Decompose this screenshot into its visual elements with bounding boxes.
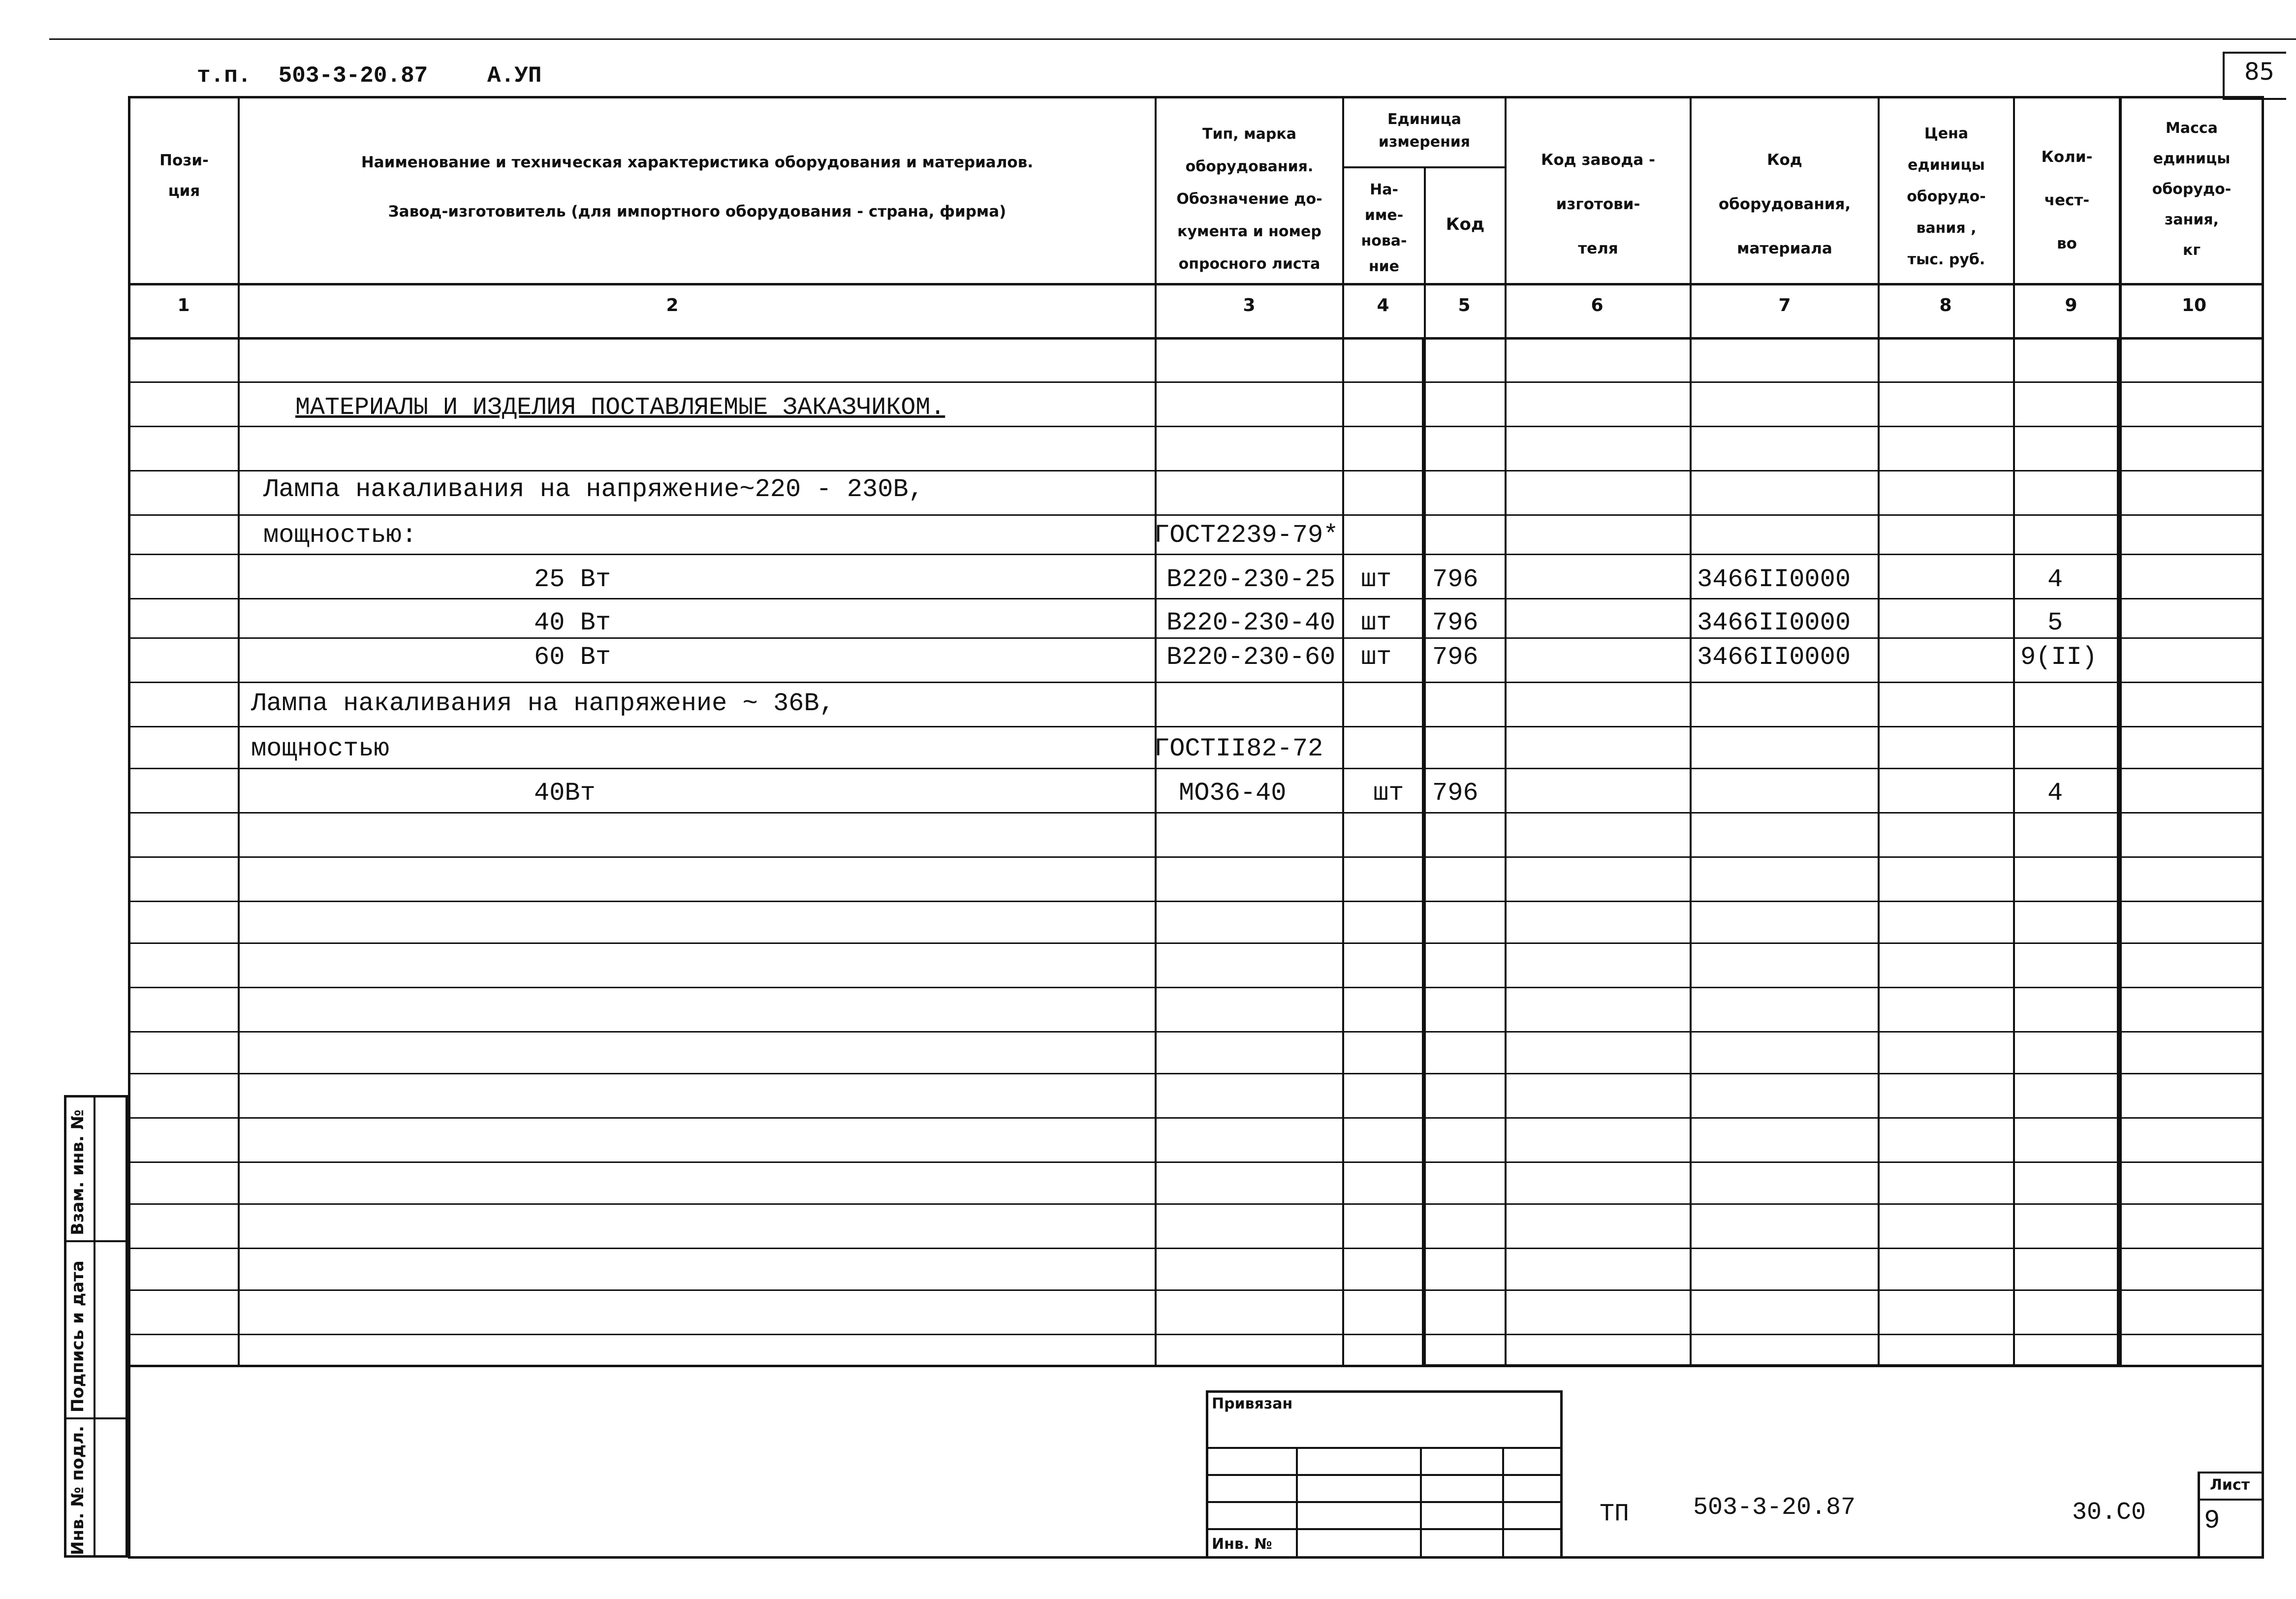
item1-type: В220-230-25 xyxy=(1166,565,1336,594)
privyazan-row-1 xyxy=(1206,1447,1563,1449)
row-rule xyxy=(128,726,2264,727)
row-rule xyxy=(128,856,2264,858)
doc-ref: т.п. 503-3-20.87 xyxy=(197,63,428,89)
item4-type: МО36-40 xyxy=(1179,779,1287,808)
row-rule xyxy=(128,381,2264,383)
item1-name: 25 Вт xyxy=(534,565,611,594)
item2-code: 796 xyxy=(1432,608,1478,637)
item1-code: 796 xyxy=(1432,565,1478,594)
header-col3: Тип, марка оборудования. Обозначение до- кумента и номер опросного листа xyxy=(1176,125,1322,273)
bottom-frame-left xyxy=(128,1367,130,1558)
lamp2-gost: ГОСТII82-72 xyxy=(1154,734,1323,763)
item4-name: 40Вт xyxy=(534,779,596,808)
item4-qty: 4 xyxy=(2047,779,2063,808)
row-rule xyxy=(128,637,2264,639)
sheet-box-top xyxy=(2198,1472,2264,1474)
row-rule xyxy=(128,812,2264,814)
privyazan-label: Привязан xyxy=(1212,1395,1293,1412)
lamp1-line2: мощностью: xyxy=(263,521,417,550)
colnum-3: 3 xyxy=(1243,295,1256,315)
bottom-frame-right xyxy=(2262,1367,2264,1559)
row-rule xyxy=(128,470,2264,471)
top-rule xyxy=(49,38,2296,40)
sheet-box-left xyxy=(2198,1472,2200,1558)
row-rule xyxy=(128,554,2264,555)
colnum-9: 9 xyxy=(2065,295,2077,315)
item1-unit: шт xyxy=(1361,565,1392,594)
item3-equip-code: 3466II0000 xyxy=(1697,643,1851,672)
item3-type: В220-230-60 xyxy=(1166,643,1336,672)
header-bottom-line xyxy=(128,283,2264,285)
item2-type: В220-230-40 xyxy=(1166,608,1336,637)
row-rule xyxy=(128,1334,2264,1335)
row-rule xyxy=(128,1073,2264,1074)
item1-qty: 4 xyxy=(2047,565,2063,594)
row-rule xyxy=(128,1203,2264,1205)
row-rule xyxy=(128,682,2264,683)
colnum-2: 2 xyxy=(666,295,679,315)
privyazan-row-4 xyxy=(1206,1528,1563,1530)
colnum-4: 4 xyxy=(1377,295,1389,315)
item3-code: 796 xyxy=(1432,643,1478,672)
header-col2: Наименование и техническая характеристика оборудования и материалов. Завод-изготовитель (для импортного оборудования - страна, фирма) xyxy=(361,154,1034,220)
header-col10: Масса единицы оборудо- зания, кг xyxy=(2152,120,2232,259)
colnum-6: 6 xyxy=(1591,295,1604,315)
privyazan-row-3 xyxy=(1206,1501,1563,1503)
side-sep-1 xyxy=(64,1240,128,1242)
side-strip-divider xyxy=(94,1095,95,1558)
lamp1-line1: Лампа накаливания на напряжение~220 - 230В, xyxy=(263,475,924,504)
row-rule xyxy=(128,1289,2264,1291)
side-label-inv-podl: Инв. № подл. xyxy=(68,1425,88,1555)
item2-qty: 5 xyxy=(2047,608,2063,637)
header-col8: Цена единицы оборудо- вания , тыс. руб. xyxy=(1907,125,1986,268)
inv-no-label: Инв. № xyxy=(1212,1536,1272,1553)
lamp2-line1: Лампа накаливания на напряжение ~ 36В, xyxy=(251,689,835,718)
row-rule xyxy=(128,1248,2264,1249)
row-rule xyxy=(128,1117,2264,1119)
privyazan-col-2 xyxy=(1420,1447,1422,1558)
privyazan-row-2 xyxy=(1206,1474,1563,1476)
header-col5: Код xyxy=(1446,215,1485,234)
header-col1: Пози- ция xyxy=(159,152,209,200)
side-label-signature: Подпись и дата xyxy=(68,1260,88,1412)
row-rule xyxy=(128,1161,2264,1163)
stamp-section: 30.С0 xyxy=(2072,1499,2146,1527)
code-columns-box xyxy=(1422,340,2120,1367)
item2-unit: шт xyxy=(1361,608,1392,637)
item3-qty: 9(II) xyxy=(2020,643,2098,672)
row-rule xyxy=(128,942,2264,944)
side-sep-2 xyxy=(64,1417,128,1419)
colnum-1: 1 xyxy=(177,295,190,315)
item2-name: 40 Вт xyxy=(534,608,611,637)
sheet-label: Лист xyxy=(2210,1476,2250,1494)
col-sep-2 xyxy=(1155,96,1157,1367)
section-title: МАТЕРИАЛЫ И ИЗДЕЛИЯ ПОСТАВЛЯЕМЫЕ ЗАКАЗЧИКОМ. xyxy=(295,394,945,422)
stamp-doc-number: 503-3-20.87 xyxy=(1693,1494,1856,1522)
item4-code: 796 xyxy=(1432,779,1478,808)
item2-equip-code: 3466II0000 xyxy=(1697,608,1851,637)
row-rule xyxy=(128,768,2264,769)
item4-unit: шт xyxy=(1373,779,1404,808)
sheet-number: 9 xyxy=(2204,1506,2220,1536)
page-number: 85 xyxy=(2244,58,2275,86)
sheet-box-mid xyxy=(2198,1499,2264,1501)
lamp1-gost: ГОСТ2239-79* xyxy=(1154,521,1339,550)
colnum-7: 7 xyxy=(1778,295,1791,315)
album-label: А.УП xyxy=(487,63,542,89)
header-col7: Код оборудования, материала xyxy=(1718,151,1851,257)
row-rule xyxy=(128,901,2264,902)
header-col9: Коли- чест- во xyxy=(2041,148,2093,252)
item3-name: 60 Вт xyxy=(534,643,611,672)
header-col6: Код завода - изготови- теля xyxy=(1541,151,1655,257)
header-unit-group: Единица измерения xyxy=(1378,111,1471,151)
item3-unit: шт xyxy=(1361,643,1392,672)
colnum-10: 10 xyxy=(2181,295,2207,315)
col-sep-3 xyxy=(1342,96,1344,1367)
row-rule xyxy=(128,514,2264,516)
header-col4: На- име- нова- ние xyxy=(1361,181,1407,275)
bottom-frame-bottom xyxy=(128,1556,2264,1559)
side-label-vzam: Взам. инв. № xyxy=(68,1109,88,1235)
colnum-5: 5 xyxy=(1458,295,1471,315)
row-rule xyxy=(128,426,2264,427)
item1-equip-code: 3466II0000 xyxy=(1697,565,1851,594)
privyazan-col-1 xyxy=(1296,1447,1298,1558)
row-rule xyxy=(128,598,2264,599)
lamp2-line2: мощностью xyxy=(251,734,389,763)
row-rule xyxy=(128,1031,2264,1033)
col-sep-1 xyxy=(238,96,240,1367)
unit-group-divider xyxy=(1342,166,1507,168)
privyazan-col-3 xyxy=(1502,1447,1504,1558)
series-label: ТП xyxy=(1600,1500,1630,1528)
colnum-8: 8 xyxy=(1939,295,1952,315)
row-rule xyxy=(128,987,2264,988)
